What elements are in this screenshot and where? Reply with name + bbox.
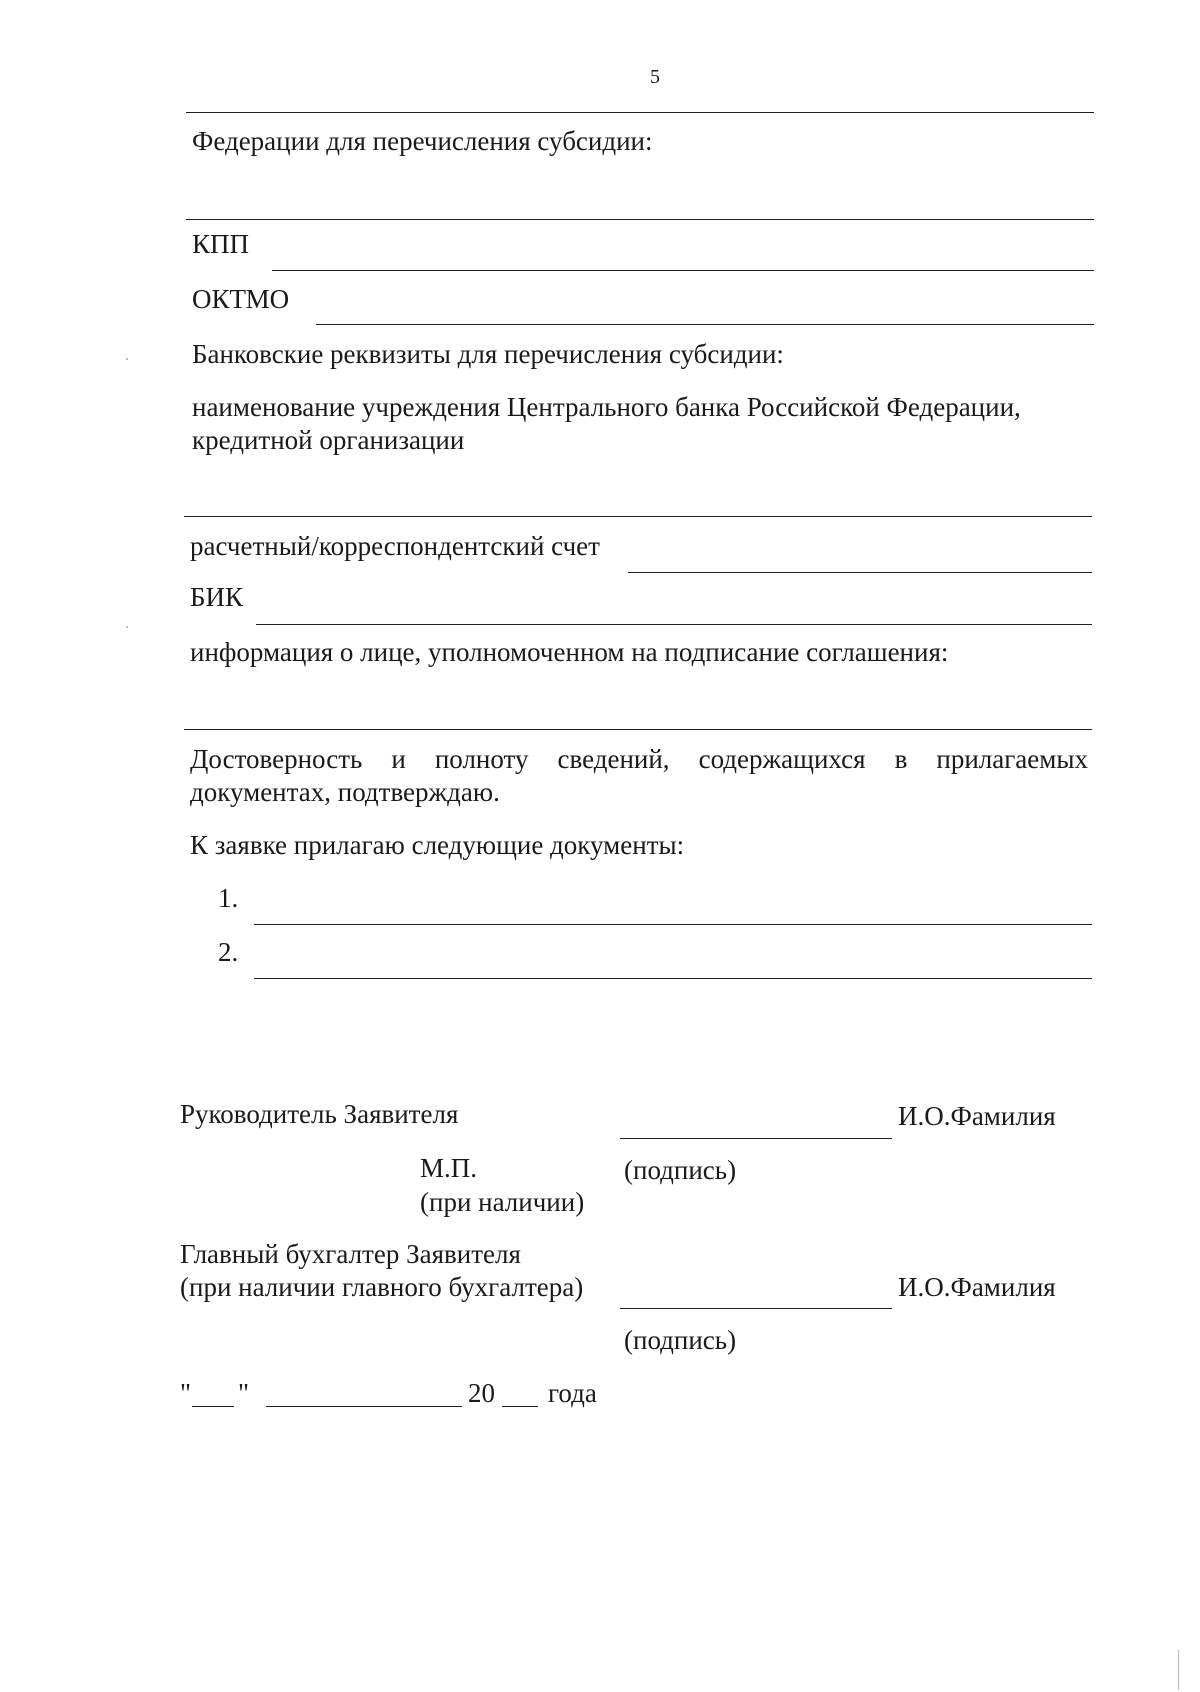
- head-signature-line[interactable]: [620, 1138, 892, 1139]
- attachment-item-2-line[interactable]: [254, 978, 1092, 979]
- confirm-line-2: документах, подтверждаю.: [190, 777, 500, 807]
- stamp-note: (при наличии): [420, 1187, 585, 1217]
- kpp-field-line[interactable]: [272, 270, 1094, 271]
- attachment-item-1-number: 1.: [218, 883, 239, 913]
- confirm-line-1: Достоверность и полноту сведений, содержащихся в прилагаемых: [190, 744, 1088, 774]
- bank-name-line-1: наименование учреждения Центрального банка Российской Федерации,: [192, 392, 1021, 422]
- attachment-item-2-number: 2.: [218, 937, 239, 967]
- oktmo-label: ОКТМО: [192, 284, 290, 314]
- attachment-item-1-line[interactable]: [254, 924, 1092, 925]
- scan-speck: [126, 358, 128, 360]
- page-number: 5: [650, 66, 660, 88]
- date-month-field[interactable]: [266, 1406, 462, 1407]
- bik-field-line[interactable]: [256, 624, 1092, 625]
- date-year-field[interactable]: [502, 1406, 538, 1407]
- head-signature-hint: (подпись): [624, 1155, 737, 1185]
- signatory-info-label: информация о лице, уполномоченном на подписание соглашения:: [190, 637, 949, 667]
- date-year-prefix: 20: [468, 1378, 495, 1408]
- date-quote-open: ": [180, 1378, 192, 1408]
- signatory-field-line[interactable]: [184, 729, 1092, 730]
- stamp-label: М.П.: [420, 1153, 478, 1183]
- top-rule: [186, 112, 1094, 113]
- head-name: И.О.Фамилия: [898, 1101, 1056, 1131]
- bank-name-field-line[interactable]: [184, 516, 1092, 517]
- federation-line: Федерации для перечисления субсидии:: [192, 126, 653, 156]
- attachments-label: К заявке прилагаю следующие документы:: [190, 830, 685, 860]
- date-day-field[interactable]: [192, 1406, 234, 1407]
- federation-fill-line[interactable]: [186, 219, 1094, 220]
- scan-edge-mark: [1178, 1650, 1179, 1690]
- date-year-suffix: года: [548, 1378, 597, 1408]
- accountant-label: Главный бухгалтер Заявителя: [180, 1239, 521, 1269]
- oktmo-field-line[interactable]: [316, 324, 1094, 325]
- account-label: расчетный/корреспондентский счет: [190, 531, 600, 561]
- bank-name-line-2: кредитной организации: [192, 425, 465, 455]
- scan-speck: [126, 626, 128, 628]
- account-field-line[interactable]: [628, 572, 1092, 573]
- date-quote-close: ": [238, 1378, 250, 1408]
- accountant-signature-line[interactable]: [620, 1308, 892, 1309]
- bank-details-heading: Банковские реквизиты для перечисления субсидии:: [192, 339, 784, 369]
- accountant-signature-hint: (подпись): [624, 1325, 737, 1355]
- accountant-name: И.О.Фамилия: [898, 1272, 1056, 1302]
- bik-label: БИК: [190, 582, 244, 612]
- head-label: Руководитель Заявителя: [180, 1099, 459, 1129]
- kpp-label: КПП: [192, 229, 250, 259]
- accountant-note: (при наличии главного бухгалтера): [180, 1272, 584, 1302]
